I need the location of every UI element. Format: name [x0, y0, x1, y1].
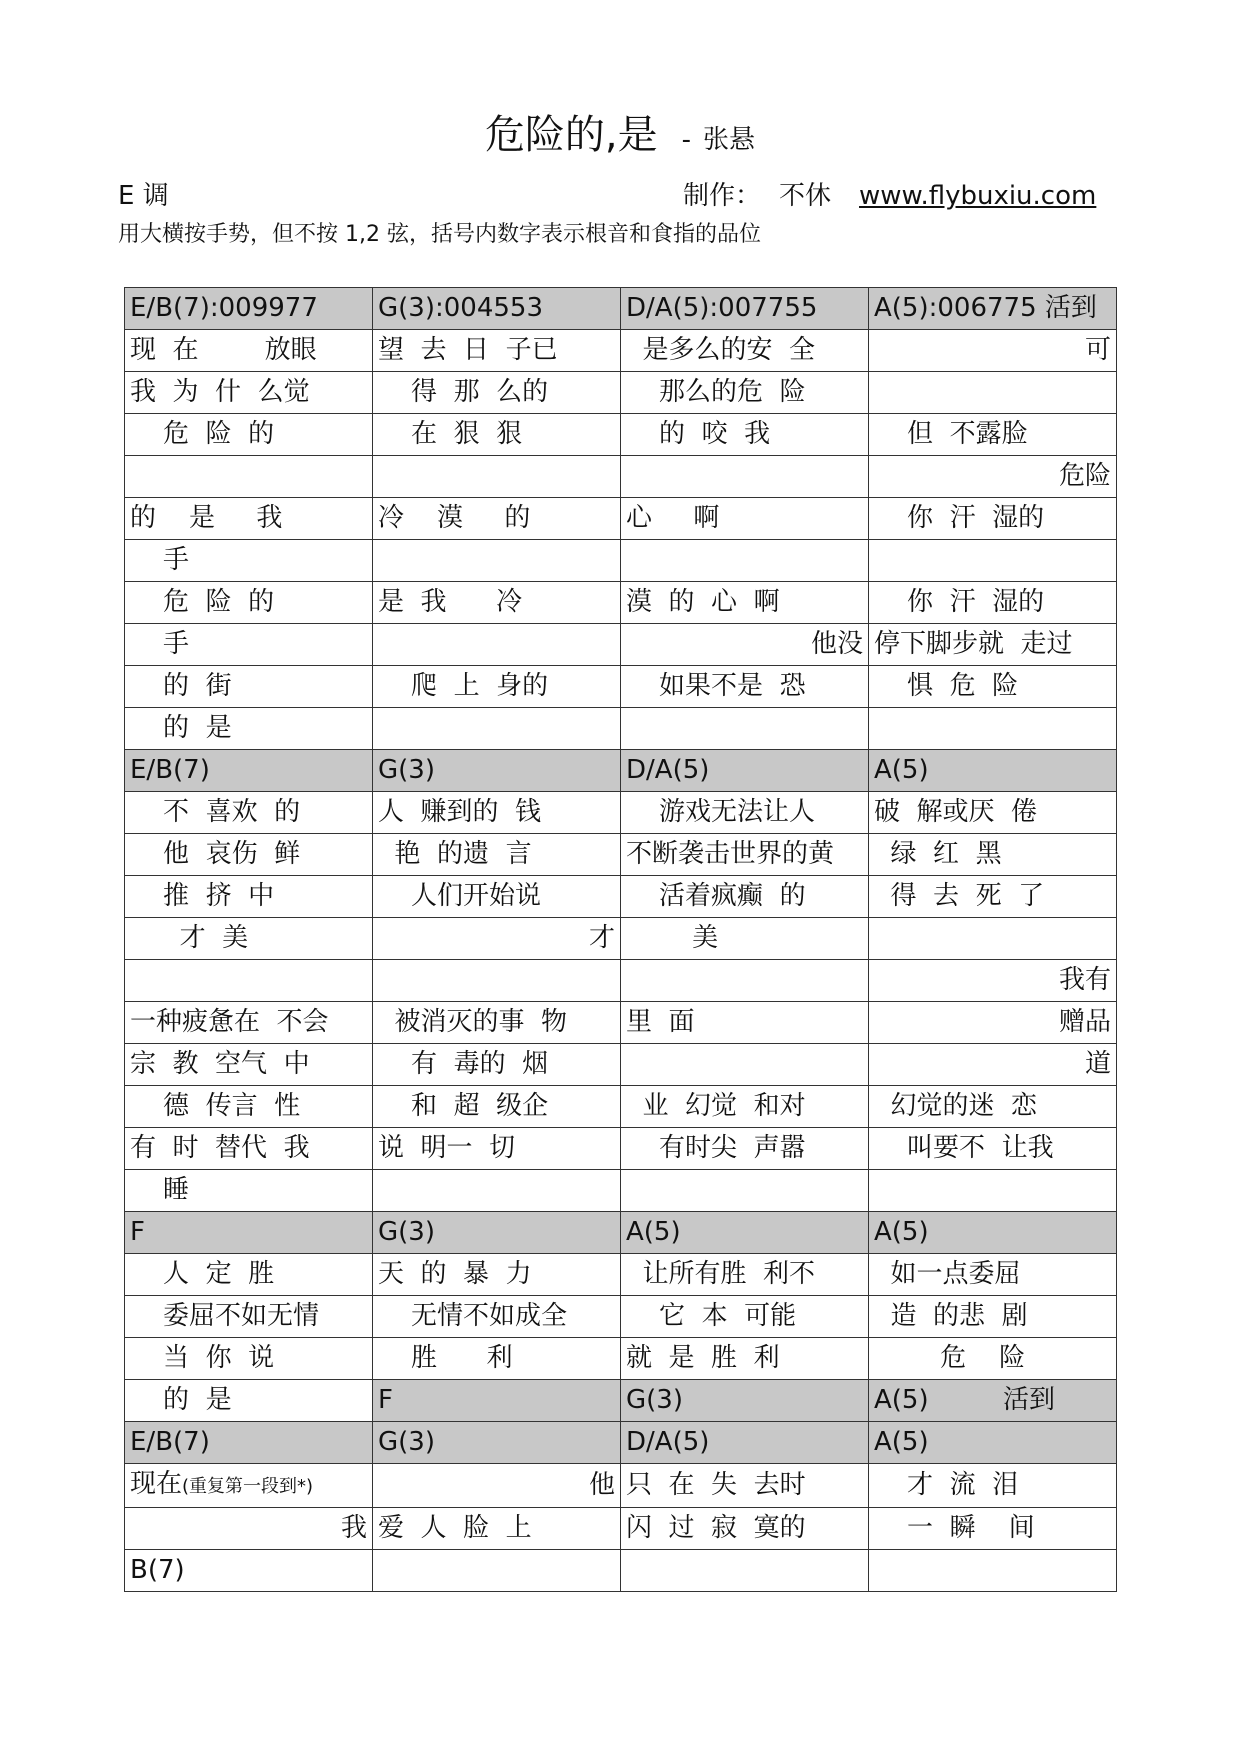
- lyric-cell: [373, 834, 621, 876]
- cell-text: 活着疯癫 的: [626, 881, 806, 911]
- lyric-cell: [373, 372, 621, 414]
- cell-text: 委屈不如无情: [130, 1301, 320, 1331]
- credit-label: 制作：: [683, 181, 762, 211]
- lyric-row: [125, 708, 1117, 750]
- cell-text: 才 美: [130, 923, 249, 953]
- cell-text: 业 幻觉 和对: [626, 1091, 806, 1121]
- cell-text: 我: [340, 1513, 367, 1543]
- chord-row: [125, 288, 1117, 330]
- lyric-cell: [125, 834, 373, 876]
- chord-cell: [869, 750, 1117, 792]
- lyric-cell: [373, 1170, 621, 1212]
- lyric-cell: [125, 1464, 373, 1508]
- lyric-cell: [621, 456, 869, 498]
- cell-text: 人 定 胜: [130, 1259, 275, 1289]
- lyric-cell: [621, 1086, 869, 1128]
- chord-cell: [125, 750, 373, 792]
- cell-text: 道: [1084, 1049, 1111, 1079]
- lyric-cell: [373, 1002, 621, 1044]
- chord-cell: [621, 1212, 869, 1254]
- lyric-cell: [125, 582, 373, 624]
- lyric-cell: [373, 1508, 621, 1550]
- cell-text: 人们开始说: [378, 881, 542, 911]
- lyric-row: [125, 1464, 1117, 1508]
- lyric-cell: [621, 498, 869, 540]
- cell-text: 的 是: [130, 1385, 232, 1415]
- lyric-cell: [373, 666, 621, 708]
- song-title-line: [0, 110, 1240, 165]
- cell-text: 冷 漠 的: [378, 503, 531, 533]
- lyric-cell: [125, 1550, 373, 1592]
- lyric-cell: [373, 708, 621, 750]
- chord-cell: [373, 1422, 621, 1464]
- chord-cell: [869, 1212, 1117, 1254]
- cell-text: 我 为 什 么觉: [130, 377, 310, 407]
- lyric-cell: [621, 624, 869, 666]
- cell-text: F: [130, 1217, 145, 1247]
- lyric-row: [125, 666, 1117, 708]
- cell-text: 现在: [130, 1469, 183, 1499]
- lyric-cell: [125, 876, 373, 918]
- chord-cell: [869, 1422, 1117, 1464]
- lyric-row: [125, 1296, 1117, 1338]
- lyric-cell: [869, 456, 1117, 498]
- lyric-cell: [125, 1170, 373, 1212]
- cell-text: 才 流 泪: [874, 1470, 1019, 1500]
- lyric-cell: [869, 1170, 1117, 1212]
- lyric-cell: [125, 1044, 373, 1086]
- lyric-cell: [869, 1508, 1117, 1550]
- lyric-cell: [125, 414, 373, 456]
- lyric-cell: [869, 1002, 1117, 1044]
- lyric-cell: [621, 666, 869, 708]
- chord-cell: [869, 1380, 1117, 1422]
- lyric-cell: [621, 708, 869, 750]
- lyric-row: [125, 414, 1117, 456]
- website-link[interactable]: www.flybuxiu.com: [859, 181, 1097, 211]
- cell-text: 和 超 级企: [378, 1091, 549, 1121]
- lyric-cell: [373, 456, 621, 498]
- lyric-row: [125, 1550, 1117, 1592]
- cell-text: 一种疲惫在 不会: [130, 1007, 329, 1037]
- lyric-cell: [621, 1002, 869, 1044]
- chord-row: [125, 1422, 1117, 1464]
- cell-text: G(3): [378, 755, 435, 785]
- lyric-cell: [125, 1086, 373, 1128]
- lyric-cell: [125, 1338, 373, 1380]
- lyric-cell: [125, 666, 373, 708]
- lyric-cell: [125, 456, 373, 498]
- lyric-cell: [125, 372, 373, 414]
- lyric-cell: [869, 1044, 1117, 1086]
- cell-text: A(5) 活到: [874, 1385, 1055, 1415]
- cell-text: D/A(5): [626, 755, 710, 785]
- lyric-cell: [869, 1128, 1117, 1170]
- lyric-cell: [125, 792, 373, 834]
- cell-text: 推 挤 中: [130, 881, 275, 911]
- lyric-row: [125, 1508, 1117, 1550]
- cell-text: 你 汗 湿的: [874, 587, 1045, 617]
- lyric-cell: [125, 624, 373, 666]
- cell-text: 危 险 的: [130, 587, 275, 617]
- cell-text: 心 啊: [626, 503, 720, 533]
- lyric-row: [125, 1002, 1117, 1044]
- lyric-cell: [373, 1338, 621, 1380]
- cell-text: 赠品: [1058, 1007, 1111, 1037]
- cell-text: 游戏无法让人: [626, 797, 816, 827]
- cell-text: A(5):006775 活到: [874, 293, 1097, 323]
- lyric-row: [125, 1254, 1117, 1296]
- cell-text: 有 时 替代 我: [130, 1133, 310, 1163]
- lyric-row: [125, 1380, 1117, 1422]
- cell-text: 得 去 死 了: [874, 881, 1045, 911]
- cell-text: 惧 危 险: [874, 671, 1019, 701]
- cell-text: 我有: [1058, 965, 1111, 995]
- chord-cell: [373, 750, 621, 792]
- cell-text: E/B(7): [130, 1427, 210, 1457]
- cell-text: 在 狠 狠: [378, 419, 523, 449]
- lyric-row: [125, 834, 1117, 876]
- cell-text: 德 传言 性: [130, 1091, 301, 1121]
- chord-cell: [869, 288, 1117, 330]
- lyric-cell: [373, 330, 621, 372]
- cell-text: 危 险 的: [130, 419, 275, 449]
- lyric-cell: [373, 1464, 621, 1508]
- cell-text: 说 明一 切: [378, 1133, 516, 1163]
- lyric-cell: [869, 1338, 1117, 1380]
- cell-text: 造 的悲 剧: [874, 1301, 1028, 1331]
- cell-text: 停下脚步就 走过: [874, 629, 1073, 659]
- chord-cell: [125, 1212, 373, 1254]
- cell-text: G(3):004553: [378, 293, 543, 323]
- lyric-cell: [621, 582, 869, 624]
- lyric-cell: [621, 1254, 869, 1296]
- lyric-cell: [869, 708, 1117, 750]
- cell-text: 美: [626, 923, 719, 953]
- lyric-cell: [373, 960, 621, 1002]
- chord-row: [125, 750, 1117, 792]
- lyric-cell: [621, 372, 869, 414]
- artist-name: 张悬: [703, 125, 756, 155]
- cell-text: 他没: [810, 629, 863, 659]
- lyric-cell: [869, 792, 1117, 834]
- lyric-cell: [125, 1128, 373, 1170]
- cell-text: G(3): [378, 1427, 435, 1457]
- cell-text: 宗 教 空气 中: [130, 1049, 310, 1079]
- cell-text: 天 的 暴 力: [378, 1259, 532, 1289]
- chord-cell: [621, 1422, 869, 1464]
- lyric-cell: [373, 1086, 621, 1128]
- chord-cell: [373, 288, 621, 330]
- cell-text: A(5): [874, 755, 929, 785]
- song-title: 危险的,是: [484, 112, 658, 158]
- cell-text: 望 去 日 子已: [378, 335, 558, 365]
- lyric-cell: [621, 834, 869, 876]
- lyric-cell: [621, 1044, 869, 1086]
- lyric-cell: [869, 834, 1117, 876]
- cell-text: 他 哀伤 鲜: [130, 839, 301, 869]
- credit-line: [683, 180, 1096, 212]
- lyric-cell: [125, 1380, 373, 1422]
- lyric-cell: [869, 624, 1117, 666]
- chord-cell: [125, 1422, 373, 1464]
- lyric-cell: [125, 330, 373, 372]
- lyric-cell: [621, 960, 869, 1002]
- lyric-cell: [621, 1464, 869, 1508]
- lyric-cell: [869, 666, 1117, 708]
- cell-text: 如果不是 恐: [626, 671, 806, 701]
- lyric-cell: [125, 1254, 373, 1296]
- cell-text: D/A(5): [626, 1427, 710, 1457]
- lyric-cell: [125, 498, 373, 540]
- grid-body: [125, 288, 1117, 1592]
- lyric-cell: [621, 414, 869, 456]
- lyric-cell: [373, 1044, 621, 1086]
- chord-cell: [373, 1380, 621, 1422]
- cell-text: 爱 人 脸 上: [378, 1513, 532, 1543]
- cell-text: 危 险: [874, 1343, 1026, 1373]
- cell-text: 爬 上 身的: [378, 671, 549, 701]
- cell-text: 手: [130, 545, 190, 575]
- lyric-cell: [373, 1296, 621, 1338]
- cell-text: 但 不露脸: [874, 419, 1028, 449]
- chord-lyric-grid: [124, 287, 1117, 1592]
- lyric-cell: [621, 1550, 869, 1592]
- cell-text: B(7): [130, 1555, 185, 1585]
- cell-text: 漠 的 心 啊: [626, 587, 780, 617]
- lyric-row: [125, 456, 1117, 498]
- lyric-cell: [869, 1086, 1117, 1128]
- playing-note: 用大横按手势，但不按 1,2 弦，括号内数字表示根音和食指的品位: [118, 222, 761, 247]
- cell-text: 不 喜欢 的: [130, 797, 301, 827]
- lyric-cell: [621, 1128, 869, 1170]
- cell-text: 一 瞬 间: [874, 1513, 1035, 1543]
- lyric-row: [125, 1170, 1117, 1212]
- lyric-cell: [621, 918, 869, 960]
- lyric-cell: [869, 582, 1117, 624]
- lyric-cell: [373, 414, 621, 456]
- lyric-cell: [125, 1296, 373, 1338]
- cell-text: 破 解或厌 倦: [874, 797, 1038, 827]
- lyric-cell: [621, 792, 869, 834]
- lyric-cell: [373, 540, 621, 582]
- lyric-row: [125, 372, 1117, 414]
- lyric-row: [125, 624, 1117, 666]
- lyric-cell: [125, 918, 373, 960]
- lyric-row: [125, 540, 1117, 582]
- lyric-cell: [869, 1464, 1117, 1508]
- lyric-cell: [373, 876, 621, 918]
- chord-cell: [621, 1380, 869, 1422]
- lyric-cell: [373, 1128, 621, 1170]
- lyric-cell: [621, 1338, 869, 1380]
- cell-text: 无情不如成全: [378, 1301, 568, 1331]
- cell-text: 当 你 说: [130, 1343, 275, 1373]
- song-key: E 调: [118, 181, 169, 211]
- cell-text: 你 汗 湿的: [874, 503, 1045, 533]
- lyric-row: [125, 918, 1117, 960]
- cell-text: 人 赚到的 钱: [378, 797, 542, 827]
- lyric-cell: [869, 498, 1117, 540]
- lyric-cell: [621, 1170, 869, 1212]
- lyric-row: [125, 792, 1117, 834]
- lyric-cell: [869, 330, 1117, 372]
- lyric-row: [125, 1128, 1117, 1170]
- cell-text: 是 我 冷: [378, 587, 523, 617]
- lyric-cell: [621, 330, 869, 372]
- cell-text: 的 是 我: [130, 503, 283, 533]
- lyric-cell: [125, 708, 373, 750]
- cell-text: A(5): [874, 1217, 929, 1247]
- cell-text: 如一点委屈: [874, 1259, 1021, 1289]
- cell-text: 手: [130, 629, 190, 659]
- cell-text: F: [378, 1385, 393, 1415]
- lyric-row: [125, 960, 1117, 1002]
- lyric-cell: [125, 1508, 373, 1550]
- cell-text: 就 是 胜 利: [626, 1343, 780, 1373]
- cell-text: 艳 的遗 言: [378, 839, 532, 869]
- title-dash: -: [681, 125, 692, 155]
- chord-cell: [621, 288, 869, 330]
- cell-text: 那么的危 险: [626, 377, 806, 407]
- cell-text: 只 在 失 去时: [626, 1470, 806, 1500]
- cell-text: 让所有胜 利不: [626, 1259, 816, 1289]
- cell-text: 有 毒的 烟: [378, 1049, 549, 1079]
- cell-text: 的 咬 我: [626, 419, 771, 449]
- cell-text: 才: [588, 923, 615, 953]
- cell-text: 绿 红 黑: [874, 839, 1002, 869]
- cell-text: 被消灭的事 物: [378, 1007, 568, 1037]
- cell-text: 它 本 可能: [626, 1301, 797, 1331]
- cell-text: 危险: [1058, 461, 1111, 491]
- cell-text: 有时尖 声嚣: [626, 1133, 806, 1163]
- lyric-cell: [869, 1254, 1117, 1296]
- cell-text: 的 是: [130, 713, 232, 743]
- lyric-cell: [869, 960, 1117, 1002]
- cell-text: 里 面: [626, 1007, 695, 1037]
- cell-text: 的 街: [130, 671, 232, 701]
- lyric-row: [125, 582, 1117, 624]
- lyric-row: [125, 1338, 1117, 1380]
- chord-row: [125, 1212, 1117, 1254]
- cell-text: G(3): [626, 1385, 683, 1415]
- lyric-cell: [125, 1002, 373, 1044]
- cell-text: E/B(7):009977: [130, 293, 318, 323]
- lyric-row: [125, 330, 1117, 372]
- lyric-cell: [869, 540, 1117, 582]
- lyric-cell: [869, 918, 1117, 960]
- lyric-cell: [621, 876, 869, 918]
- chord-cell: [125, 288, 373, 330]
- lyric-cell: [125, 540, 373, 582]
- lyric-cell: [373, 918, 621, 960]
- lyric-row: [125, 1086, 1117, 1128]
- lyric-cell: [869, 1550, 1117, 1592]
- lyric-cell: [373, 498, 621, 540]
- cell-text: 不断袭击世界的黄: [626, 839, 835, 869]
- cell-text: A(5): [874, 1427, 929, 1457]
- cell-text: 得 那 么的: [378, 377, 549, 407]
- cell-text: 现 在 放眼: [130, 335, 317, 365]
- lyric-cell: [869, 1296, 1117, 1338]
- cell-text: 可: [1084, 335, 1111, 365]
- lyric-cell: [869, 876, 1117, 918]
- lyric-cell: [373, 792, 621, 834]
- cell-text: 胜 利: [378, 1343, 513, 1373]
- cell-text: 他: [588, 1470, 615, 1500]
- lyric-cell: [373, 582, 621, 624]
- lyric-row: [125, 498, 1117, 540]
- lyric-cell: [621, 1508, 869, 1550]
- cell-text: 是多么的安 全: [626, 335, 816, 365]
- lyric-row: [125, 876, 1117, 918]
- cell-text: 叫要不 让我: [874, 1133, 1054, 1163]
- cell-text: 幻觉的迷 恋: [874, 1091, 1038, 1121]
- lyric-cell: [869, 372, 1117, 414]
- lyric-cell: [373, 1550, 621, 1592]
- cell-text: D/A(5):007755: [626, 293, 818, 323]
- cell-text: G(3): [378, 1217, 435, 1247]
- credit-author: 不休: [779, 181, 832, 211]
- cell-text: A(5): [626, 1217, 681, 1247]
- cell-text: E/B(7): [130, 755, 210, 785]
- chord-cell: [621, 750, 869, 792]
- lyric-cell: [621, 540, 869, 582]
- lyric-cell: [125, 960, 373, 1002]
- lyric-cell: [869, 414, 1117, 456]
- cell-text: 睡: [130, 1175, 190, 1205]
- chord-cell: [373, 1212, 621, 1254]
- repeat-note: (重复第一段到*): [182, 1476, 314, 1497]
- lyric-row: [125, 1044, 1117, 1086]
- lyric-cell: [373, 624, 621, 666]
- lyric-cell: [621, 1296, 869, 1338]
- lyric-cell: [373, 1254, 621, 1296]
- cell-text: 闪 过 寂 寞的: [626, 1513, 806, 1543]
